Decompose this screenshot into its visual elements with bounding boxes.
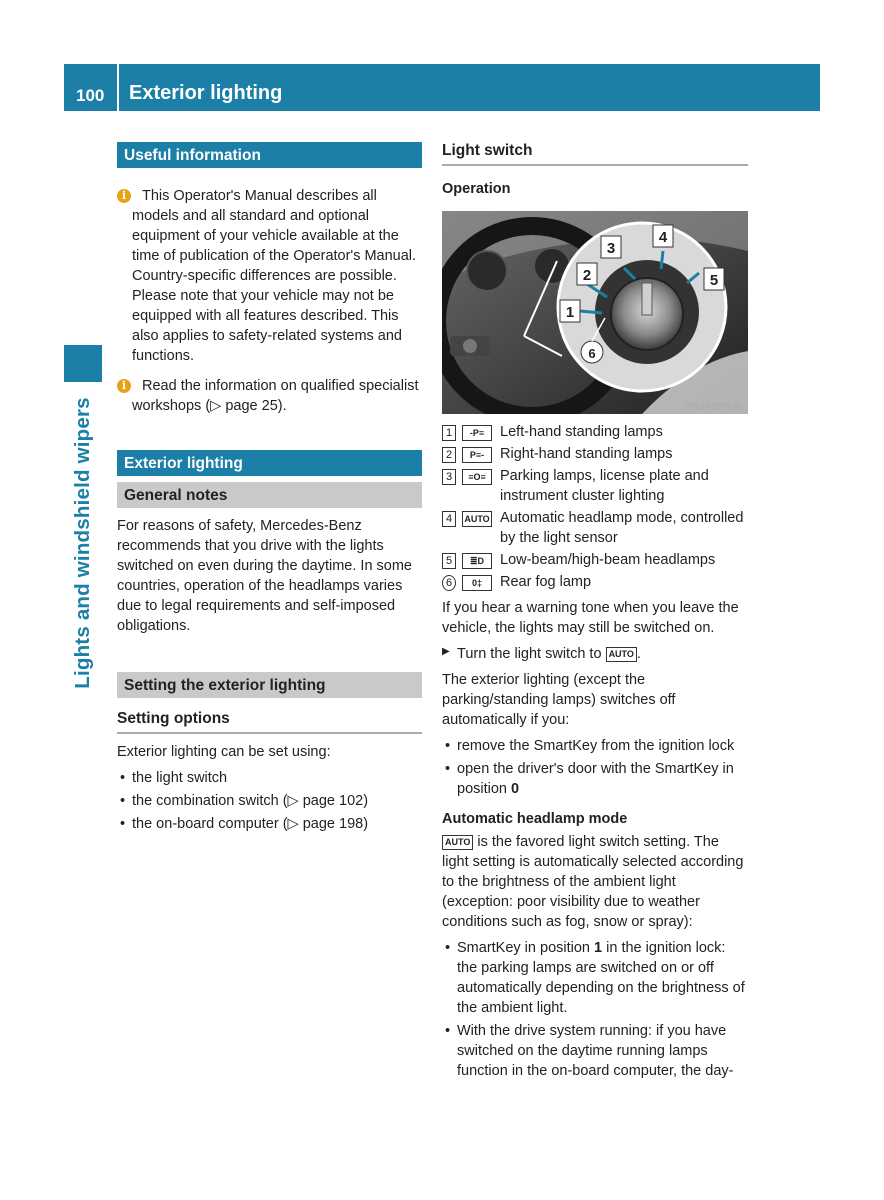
- light-switch-illustration: [442, 211, 748, 414]
- legend-row: [442, 550, 748, 570]
- auto-mode-heading: Automatic headlamp mode: [442, 811, 628, 828]
- header-divider: [117, 64, 119, 111]
- auto-off-text: The exterior lighting (except the parking/standing lamps) switches off automatically if you:: [442, 672, 676, 729]
- general-notes-text: For reasons of safety, Mercedes-Benz recommends that you drive with the lights switched on even during the daytime. In some countries, operation of the headlamps varies due to legal requirements and self-imposed obligations.: [117, 518, 412, 634]
- chapter-label-text: Lights and windshield wipers: [70, 397, 94, 689]
- list-item-text: open the driver's door with the SmartKey in position: [457, 761, 734, 798]
- legend-number: 6: [442, 575, 456, 591]
- callout-1: 1: [565, 304, 575, 322]
- list-item: • the on-board computer (▷ page 198): [117, 814, 422, 834]
- info-note-text: This Operator's Manual describes all models and all standard and optional equipment of your vehicle available at the time of publication of the Operator's Manual. Country-specific differences are possible. Please note that your vehicle may not be equipped with all features described. This also applies to safety-related systems and functions.: [132, 188, 417, 364]
- light-switch-heading: Light switch: [442, 140, 748, 166]
- instruction-end: .: [636, 646, 641, 663]
- legend-row: [442, 508, 748, 548]
- setting-options-list: [117, 768, 422, 834]
- legend-row: [442, 444, 748, 464]
- photo-code: P82.10-9999-31: [684, 402, 742, 412]
- legend-row: [442, 422, 748, 442]
- legend-number: 4: [442, 511, 456, 527]
- legend-number: 1: [442, 425, 456, 441]
- legend-text: Parking lamps, license plate and instrument cluster lighting: [500, 468, 709, 505]
- info-note-text: Read the information on qualified specialist workshops (▷ page 25).: [132, 378, 419, 414]
- left-column: [117, 142, 422, 834]
- legend-text: Rear fog lamp: [500, 574, 592, 591]
- legend-text: Left-hand standing lamps: [500, 424, 663, 441]
- right-column: [442, 140, 748, 1081]
- left-standing-lamp-icon: -P≡: [462, 425, 492, 441]
- list-item: • remove the SmartKey from the ignition lock: [442, 736, 748, 756]
- info-note: [117, 376, 422, 416]
- instruction-step: [442, 644, 748, 664]
- operation-heading: Operation: [442, 181, 511, 198]
- legend-row: [442, 572, 748, 592]
- list-item: • the light switch: [117, 768, 422, 788]
- warning-tone-text: If you hear a warning tone when you leave the vehicle, the lights may still be switched on.: [442, 600, 739, 637]
- list-item: [442, 938, 748, 1018]
- right-standing-lamp-icon: P≡-: [462, 447, 492, 463]
- auto-off-list: [442, 736, 748, 799]
- legend-text: Right-hand standing lamps: [500, 446, 673, 463]
- callout-6: 6: [588, 346, 596, 362]
- rear-fog-lamp-icon: 0‡: [462, 575, 492, 591]
- instruction-text: Turn the light switch to: [457, 646, 602, 663]
- info-icon: i: [117, 379, 131, 393]
- auto-mode-text: [442, 832, 748, 932]
- list-item-text: SmartKey in position: [457, 940, 590, 957]
- chapter-label: [64, 392, 102, 694]
- chapter-tab-marker: [64, 345, 102, 382]
- general-notes-heading: General notes: [117, 482, 422, 508]
- callout-4: 4: [658, 229, 668, 247]
- exterior-lighting-heading: Exterior lighting: [117, 450, 422, 476]
- list-item: [442, 759, 748, 799]
- setting-heading: Setting the exterior lighting: [117, 672, 422, 698]
- light-switch-photo: [442, 211, 748, 414]
- legend-number: 5: [442, 553, 456, 569]
- legend-text: Automatic headlamp mode, controlled by the light sensor: [500, 510, 744, 547]
- position-value: 1: [594, 940, 603, 957]
- auto-setting-icon: AUTO: [606, 647, 637, 662]
- useful-info-heading: Useful information: [117, 142, 422, 168]
- page-title: Exterior lighting: [129, 82, 283, 104]
- list-item: • With the drive system running: if you have switched on the daytime running lamps function in the on-board computer, the day-: [442, 1021, 748, 1081]
- legend-text: Low-beam/high-beam headlamps: [500, 552, 716, 569]
- page-header: [64, 64, 820, 111]
- setting-options-intro: Exterior lighting can be set using:: [117, 744, 331, 761]
- callout-2: 2: [582, 267, 592, 285]
- callout-5: 5: [709, 272, 719, 290]
- list-item-text: in the ignition lock: the parking lamps are switched on or off automatically depending on the brightness of the ambient light.: [457, 940, 745, 1017]
- legend-row: [442, 466, 748, 506]
- legend-number: 3: [442, 469, 456, 485]
- low-beam-icon: ≣D: [462, 553, 492, 569]
- auto-setting-icon: AUTO: [442, 835, 473, 850]
- auto-headlamp-icon: AUTO: [462, 511, 492, 527]
- callout-3: 3: [606, 240, 616, 258]
- position-value: 0: [511, 781, 520, 798]
- page-number: 100: [76, 86, 105, 105]
- legend-number: 2: [442, 447, 456, 463]
- setting-options-heading: Setting options: [117, 708, 422, 734]
- auto-mode-list: [442, 938, 748, 1081]
- info-icon: i: [117, 189, 131, 203]
- list-item: • the combination switch (▷ page 102): [117, 791, 422, 811]
- auto-mode-description: is the favored light switch setting. The light setting is automatically selected according to the brightness of the ambient light (exception: poor visibility due to weather conditions such as fog, snow or spray):: [442, 834, 744, 931]
- legend-list: [442, 422, 748, 592]
- parking-lamp-icon: ≡O≡: [462, 469, 492, 485]
- info-note: [117, 186, 422, 366]
